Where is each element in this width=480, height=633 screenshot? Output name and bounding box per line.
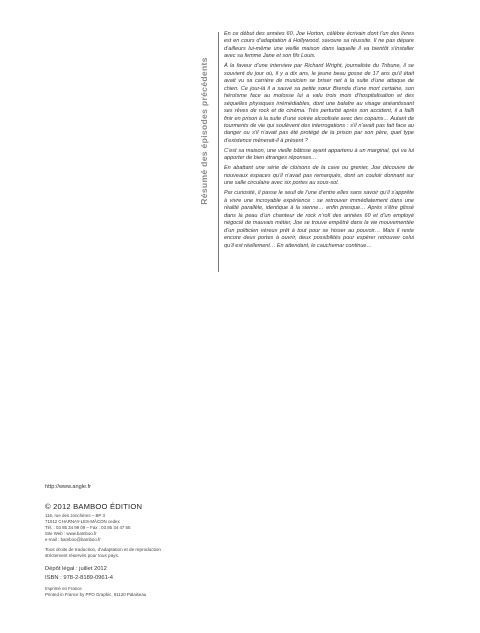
summary-side-title-text: Résumé des épisodes précédents bbox=[199, 57, 209, 205]
summary-paragraph: En abattant une série de cloisons de la cave ou grenier, Joe découvre de nouveaux espaces qu’il n’avait pas remarqués, dont un couloir donnant sur une salle circulaire avec six portes au sous-sol. bbox=[224, 165, 414, 187]
legal-deposit: Dépôt légal : juillet 2012 bbox=[45, 566, 107, 572]
publisher-url: http://www.angle.fr bbox=[45, 484, 92, 490]
summary-text-block bbox=[224, 31, 414, 253]
summary-paragraph: C’est sa maison, une vieille bâtisse ayant appartenu à un marginal, qui va lui apporter de bien étranges réponses… bbox=[224, 147, 414, 162]
address-line: 116, rue des Jonchères – BP 3 bbox=[45, 513, 105, 518]
summary-side-title bbox=[196, 36, 212, 226]
address-line: Tél. : 03 85 34 99 09 – Fax : 03 85 34 47 55 bbox=[45, 525, 131, 531]
publisher-address bbox=[45, 513, 130, 543]
address-line: Site Web : www.bamboo.fr bbox=[45, 531, 97, 537]
isbn: ISBN : 978-2-8189-0961-4 bbox=[45, 575, 113, 581]
summary-paragraph: En ce début des années 60, Joe Horton, célèbre écrivain dont l’un des livres est en cours d’adaptation à Hollywood, savoure sa réussite. Il ne pas dépare d’ailleurs lui-même une vieille maison dans laquelle il va bientôt s’installer avec sa femme Jane et son fils Louis. bbox=[224, 31, 414, 60]
legal-deposit-block bbox=[45, 565, 113, 583]
summary-paragraph: Par curiosité, il passe le seuil de l’une d’entre elles sans savoir qu’il s’apprête à vivre une incroyable expérience : se retrouver immédiatement dans une réalité parallèle, identique à la sienne… enfin presque… Après s’être glissé dans la peau d’un chanteur de rock n’roll des années 60 et d’un employé négocié de mauvais métier, Joe se trouve empêtré dans la vie mouvementée d’un politicien véreux prêt à tout pour se hisser au pouvoir… Mais il reste encore deux portes à ouvrir, deux possibilités pour espérer retrouver celui qu’il est réellement… En attendant, le cauchemar continue… bbox=[224, 190, 414, 249]
summary-paragraph: À la faveur d’une interview par Richard Wright, journaliste du Tribune, il se souvient du jour où, il y a dix ans, le jeune beau gosse de 17 ans qu’il était avait vu sa carrière de musicien se briser net à la suite d’une attaque de chien. Ce jour-là il a sauvé sa petite sœur Brenda d’une mort certaine, son héroïsme face au molosse lui a valu trois mois d’hospitalisation et des séquelles physiques irrémédiables, dont une balafre au visage anéantissant ses rêves de rock et de cinéma. Très perturbé après son accident, il a failli finir en prison à la suite d’une soirée alcoolisée avec des copains… Autant de tourments de vie qui soulèvent des interrogations : s’il n’avait pas fait face au danger ou s’il n’avait pas été protégé de la prison par son père, quel type d’existence mènerait-il à présent ? bbox=[224, 63, 414, 144]
rights-line: strictement réservés pour tous pays. bbox=[45, 553, 120, 559]
printer-info bbox=[45, 586, 146, 598]
printer-line: Imprimé en France bbox=[45, 586, 82, 591]
copyright-line: © 2012 BAMBOO ÉDITION bbox=[45, 502, 143, 511]
address-line: e-mail : bamboo@bamboo.fr bbox=[45, 537, 101, 543]
vertical-divider bbox=[218, 32, 219, 272]
rights-notice bbox=[45, 547, 161, 560]
rights-line: Tous droits de traduction, d’adaptation et de reproduction bbox=[45, 547, 161, 552]
address-line: 71012 CHARNAY-LES-MÂCON cedex bbox=[45, 519, 120, 525]
printer-line: Printed in France by PPO Graphic, 91120 Palaiseau bbox=[45, 592, 147, 598]
